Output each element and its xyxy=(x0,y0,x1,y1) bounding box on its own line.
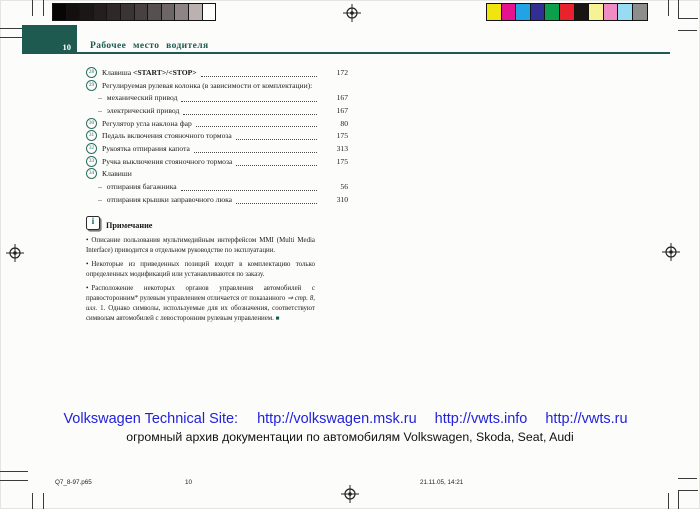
info-icon: i xyxy=(86,216,100,230)
color-cell xyxy=(588,3,604,21)
color-cell xyxy=(515,3,531,21)
toc-item-label: отпирания крышки заправочного люка xyxy=(106,194,233,204)
toc-row xyxy=(98,104,348,117)
note-title: Примечание xyxy=(106,221,153,230)
toc-page-number: 56 xyxy=(340,182,348,192)
toc-row xyxy=(86,129,348,142)
color-cell xyxy=(574,3,590,21)
promo-label: Volkswagen Technical Site: xyxy=(63,411,239,427)
footer-filename: Q7_8-97.p65 xyxy=(55,479,92,486)
dash: – xyxy=(98,105,102,115)
grayscale-cell xyxy=(93,3,108,21)
toc-item-label: механический привод xyxy=(106,93,178,103)
toc-item-label: Рукоятка отпирания капота xyxy=(102,143,190,153)
toc-row xyxy=(98,193,348,206)
end-of-section-marker: ■ xyxy=(275,314,280,322)
crop-mark xyxy=(678,0,679,19)
grayscale-cell xyxy=(79,3,94,21)
toc-page-number: 175 xyxy=(336,131,348,141)
promo-link[interactable]: http://vwts.ru xyxy=(545,411,628,427)
grayscale-cell xyxy=(161,3,176,21)
bullet-dot: • xyxy=(86,261,89,269)
color-cell xyxy=(501,3,517,21)
note-text: Описание пользования мультимедийным интерфейсом MMI (Multi Media Interface) приводится в отдельном руководстве по эксплуатации. xyxy=(86,237,315,254)
dotted-leader xyxy=(194,152,317,153)
note-text: ⇒ стр. 8, илл. xyxy=(86,294,315,312)
item-number-badge: 31 xyxy=(86,130,97,141)
note-text: 1. Однако символы, используемые для их обозначения, соответствуют символам автомобилей с левосторонним рулевым управлением. xyxy=(86,304,315,322)
footer-datetime: 21.11.05, 14:21 xyxy=(420,479,464,486)
note-section xyxy=(86,216,315,328)
note-text: Некоторые из приведенных позиций входят в комплектацию только определенных модификаций или устанавливаются по заказу. xyxy=(86,261,315,278)
toc-row xyxy=(98,180,348,193)
registration-mark-icon xyxy=(662,243,680,261)
header-rule xyxy=(22,52,670,54)
dotted-leader xyxy=(201,76,317,77)
dash: – xyxy=(98,182,102,192)
chapter-number-badge xyxy=(22,25,77,54)
grayscale-cell xyxy=(120,3,135,21)
promo-links-line xyxy=(0,411,700,427)
grayscale-cell xyxy=(188,3,203,21)
registration-mark-icon xyxy=(341,485,359,503)
toc-page-number: 175 xyxy=(336,156,348,166)
note-text: Расположение некоторых органов управления автомобилей с правосторонним* рулевым управлением отличается от показанного xyxy=(86,285,315,302)
toc-page-number: 167 xyxy=(336,93,348,103)
item-number-badge: 29 xyxy=(86,80,97,91)
crop-mark xyxy=(0,471,28,472)
grayscale-cell xyxy=(147,3,162,21)
color-cell xyxy=(603,3,619,21)
grayscale-calibration-bar xyxy=(53,3,216,21)
crop-mark xyxy=(668,0,669,16)
promo-link[interactable]: http://vwts.info xyxy=(434,411,528,427)
dotted-leader xyxy=(181,101,317,102)
color-cell xyxy=(617,3,633,21)
toc-row xyxy=(86,117,348,130)
promo-links xyxy=(248,411,636,427)
toc-page-number: 172 xyxy=(336,67,348,77)
promo-subtitle: огромный архив документации по автомобилям Volkswagen, Skoda, Seat, Audi xyxy=(126,430,574,444)
grayscale-cell xyxy=(174,3,189,21)
note-header xyxy=(86,216,315,230)
note-paragraph xyxy=(86,260,315,280)
crop-mark xyxy=(0,480,28,481)
item-number-badge: 33 xyxy=(86,156,97,167)
color-calibration-bar xyxy=(487,3,648,21)
toc-item-label: Клавиши xyxy=(102,169,132,179)
toc-item-label: Клавиша <START>/<STOP> xyxy=(102,67,197,77)
toc-page-number: 310 xyxy=(336,194,348,204)
grayscale-cell xyxy=(134,3,149,21)
crop-mark xyxy=(678,18,698,19)
promo-block xyxy=(0,411,700,444)
color-cell xyxy=(632,3,648,21)
crop-mark xyxy=(668,493,669,509)
dotted-leader xyxy=(183,114,317,115)
item-number-badge: 30 xyxy=(86,118,97,129)
crop-mark xyxy=(678,30,697,31)
registration-mark-icon xyxy=(6,244,24,262)
color-cell xyxy=(559,3,575,21)
toc-item-label: отпирания багажника xyxy=(106,182,177,192)
page-title: Рабочее место водителя xyxy=(90,41,209,51)
grayscale-cell xyxy=(106,3,121,21)
note-paragraph xyxy=(86,284,315,323)
promo-link[interactable]: http://volkswagen.msk.ru xyxy=(257,411,417,427)
grayscale-cell xyxy=(202,3,217,21)
grayscale-cell xyxy=(52,3,67,21)
crop-mark xyxy=(678,478,697,479)
crop-mark xyxy=(678,490,698,491)
toc-item-label: Ручка выключения стояночного тормоза xyxy=(102,156,233,166)
dotted-leader xyxy=(181,190,317,191)
toc-list xyxy=(86,66,348,206)
crop-mark xyxy=(32,493,33,509)
bullet-dot: • xyxy=(86,285,89,293)
toc-item-label: Регулятор угла наклона фар xyxy=(102,118,192,128)
note-paragraph xyxy=(86,236,315,256)
color-cell xyxy=(530,3,546,21)
dotted-leader xyxy=(236,139,317,140)
grayscale-cell xyxy=(66,3,81,21)
toc-page-number: 313 xyxy=(336,143,348,153)
chapter-number: 10 xyxy=(62,42,71,52)
toc-row xyxy=(86,66,348,79)
toc-page-number: 167 xyxy=(336,105,348,115)
dotted-leader xyxy=(196,126,317,127)
dotted-leader xyxy=(236,165,317,166)
color-cell xyxy=(486,3,502,21)
toc-row xyxy=(86,79,348,92)
item-number-badge: 28 xyxy=(86,67,97,78)
toc-row xyxy=(98,91,348,104)
crop-mark xyxy=(32,0,33,16)
footer-page-number: 10 xyxy=(185,479,193,486)
toc-row xyxy=(86,168,348,181)
item-number-badge: 32 xyxy=(86,143,97,154)
toc-page-number: 80 xyxy=(340,118,348,128)
toc-item-label: Педаль включения стояночного тормоза xyxy=(102,131,232,141)
dash: – xyxy=(98,194,102,204)
toc-item-label: электрический привод xyxy=(106,105,180,115)
toc-item-label: Регулируемая рулевая колонка (в зависимости от комплектации): xyxy=(102,80,313,90)
note-bullets xyxy=(86,236,315,323)
color-cell xyxy=(544,3,560,21)
toc-row xyxy=(86,155,348,168)
crop-mark xyxy=(43,0,44,16)
item-number-badge: 34 xyxy=(86,168,97,179)
bullet-dot: • xyxy=(86,237,89,244)
registration-mark-icon xyxy=(343,4,361,22)
dash: – xyxy=(98,93,102,103)
crop-mark xyxy=(43,493,44,509)
toc-row xyxy=(86,142,348,155)
dotted-leader xyxy=(236,203,317,204)
crop-mark xyxy=(678,490,679,509)
